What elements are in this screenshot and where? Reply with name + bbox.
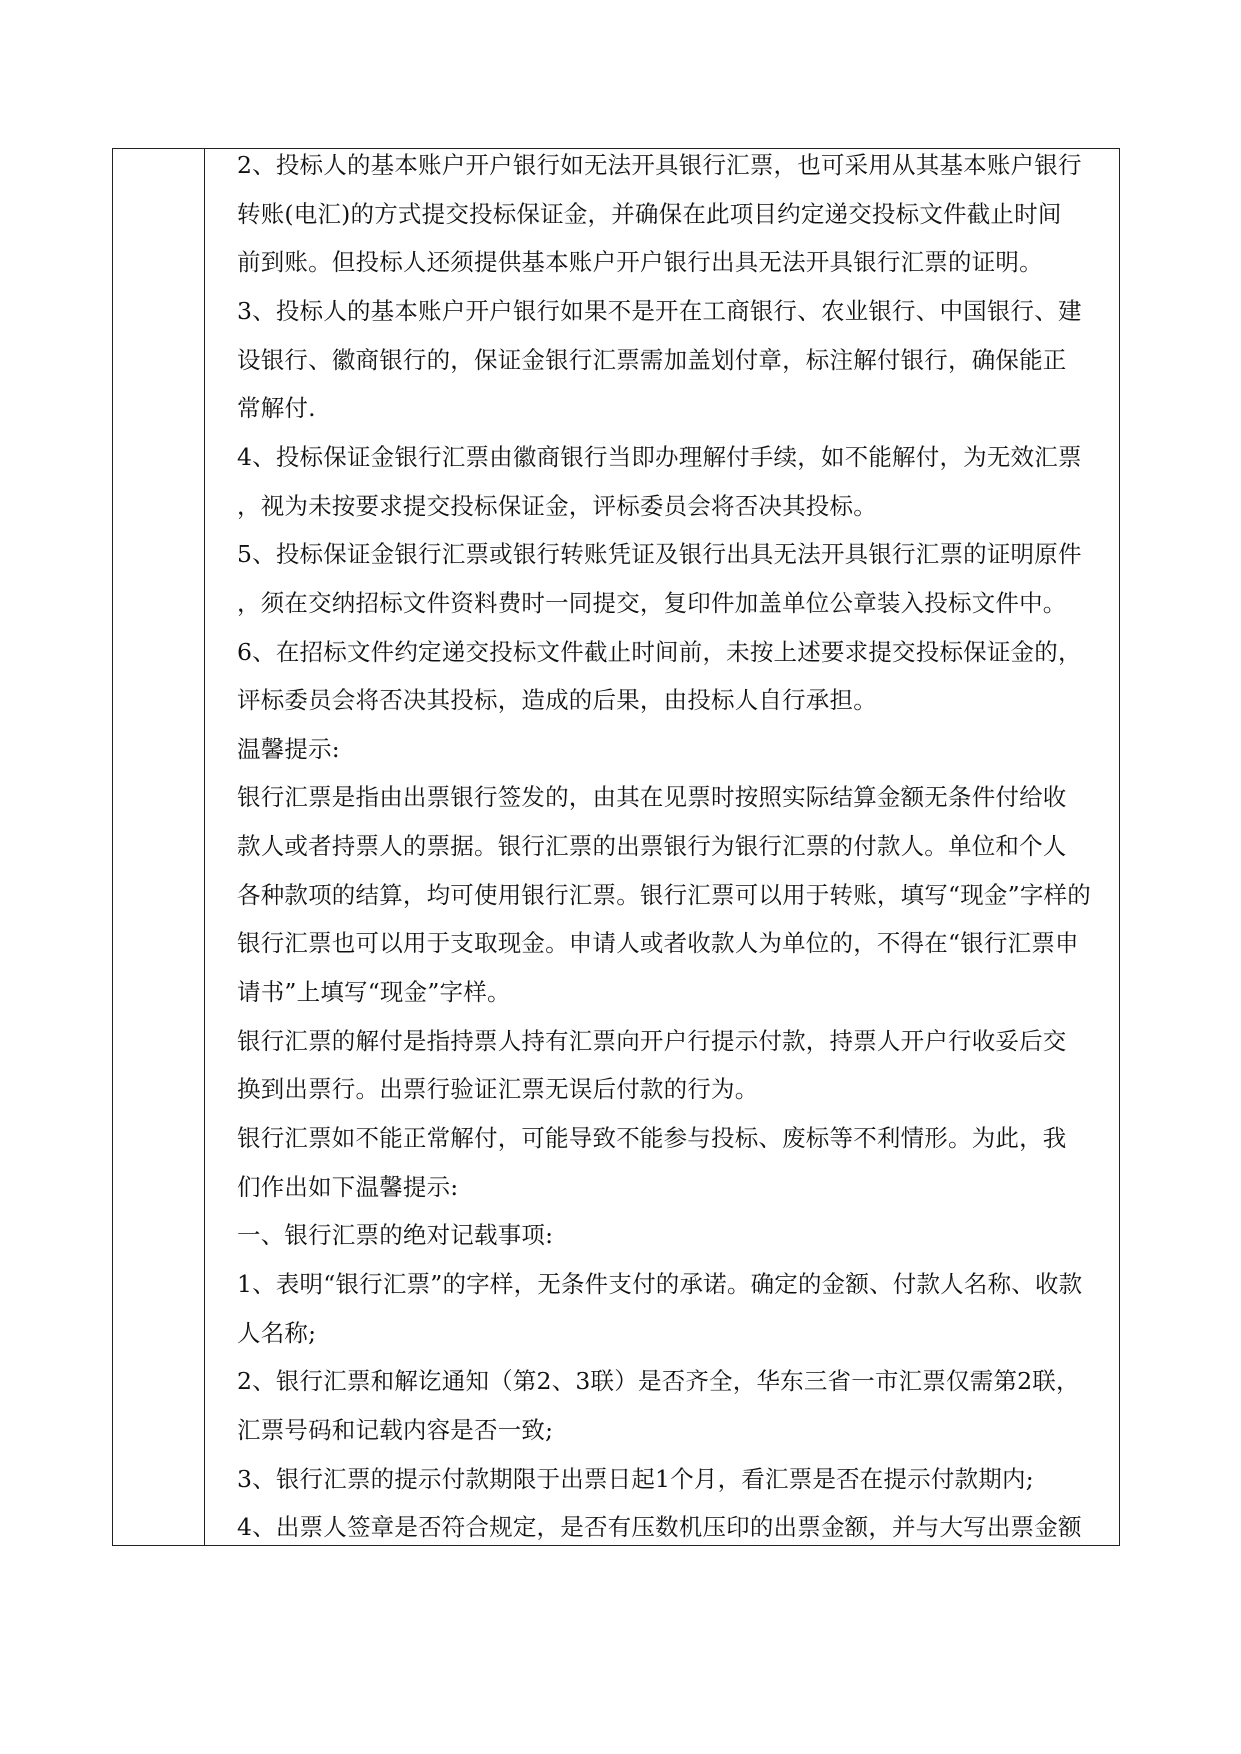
text-line: 2、银行汇票和解讫通知（第2、3联）是否齐全，华东三省一市汇票仅需第2联， (237, 1367, 1080, 1396)
text-line: 5、投标保证金银行汇票或银行转账凭证及银行出具无法开具银行汇票的证明原件 (237, 540, 1082, 569)
text-line: 3、投标人的基本账户开户银行如果不是开在工商银行、农业银行、中国银行、建 (237, 296, 1082, 325)
text-line: ，视为未按要求提交投标保证金，评标委员会将否决其投标。 (237, 491, 877, 520)
text-line: 设银行、徽商银行的，保证金银行汇票需加盖划付章，标注解付银行，确保能正 (237, 345, 1067, 374)
text-line: 一、银行汇票的绝对记载事项: (237, 1221, 554, 1250)
text-line: 银行汇票如不能正常解付，可能导致不能参与投标、废标等不利情形。为此，我 (237, 1124, 1067, 1152)
document-table (112, 148, 1120, 1546)
text-line: 温馨提示: (237, 734, 340, 763)
text-line: 4、投标保证金银行汇票由徽商银行当即办理解付手续，如不能解付，为无效汇票 (237, 442, 1082, 471)
text-line: 换到出票行。出票行验证汇票无误后付款的行为。 (237, 1075, 759, 1104)
text-line: 评标委员会将否决其投标，造成的后果，由投标人自行承担。 (237, 686, 877, 715)
text-line: 1、表明“银行汇票”的字样，无条件支付的承诺。确定的金额、付款人名称、收款 (237, 1269, 1083, 1298)
text-line: 银行汇票是指由出票银行签发的，由其在见票时按照实际结算金额无条件付给收 (237, 783, 1067, 812)
text-line: 款人或者持票人的票据。银行汇票的出票银行为银行汇票的付款人。单位和个人 (237, 832, 1067, 861)
text-line: 银行汇票也可以用于支取现金。申请人或者收款人为单位的，不得在“银行汇票申 (237, 929, 1079, 958)
text-line: 3、银行汇票的提示付款期限于出票日起1个月，看汇票是否在提示付款期内; (237, 1464, 1034, 1493)
text-line: 6、在招标文件约定递交投标文件截止时间前，未按上述要求提交投标保证金的， (237, 637, 1082, 666)
table-label-cell (113, 149, 205, 1545)
text-line: 常解付. (237, 394, 316, 423)
text-line: 2、投标人的基本账户开户银行如无法开具银行汇票，也可采用从其基本账户银行 (237, 151, 1082, 179)
text-line: ，须在交纳招标文件资料费时一同提交，复印件加盖单位公章装入投标文件中。 (237, 588, 1067, 617)
text-line: 人名称; (237, 1318, 317, 1347)
text-line: 们作出如下温馨提示: (237, 1172, 459, 1201)
text-line: 前到账。但投标人还须提供基本账户开户银行出具无法开具银行汇票的证明。 (237, 248, 1043, 277)
text-line: 转账(电汇)的方式提交投标保证金，并确保在此项目约定递交投标文件截止时间 (237, 199, 1062, 228)
text-line: 汇票号码和记载内容是否一致; (237, 1415, 554, 1444)
text-line: 4、出票人签章是否符合规定，是否有压数机压印的出票金额，并与大写出票金额 (237, 1513, 1082, 1542)
text-line: 各种款项的结算，均可使用银行汇票。银行汇票可以用于转账，填写“现金”字样的 (237, 880, 1091, 909)
text-line: 请书”上填写“现金”字样。 (237, 978, 511, 1007)
text-line: 银行汇票的解付是指持票人持有汇票向开户行提示付款，持票人开户行收妥后交 (237, 1026, 1067, 1055)
